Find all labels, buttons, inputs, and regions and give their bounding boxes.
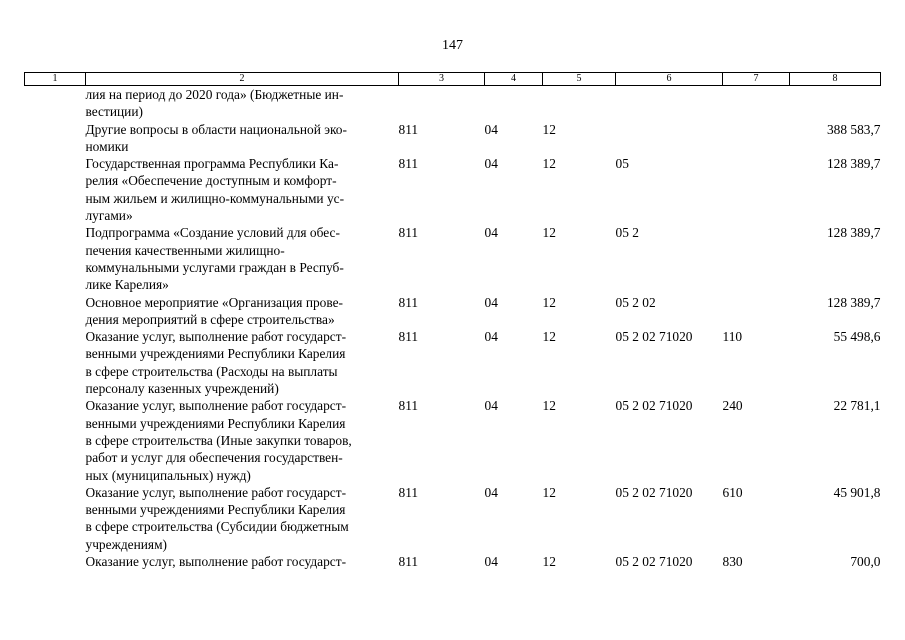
row-description: Оказание услуг, выполнение работ государст- венными учреждениями Республики Карелия в сфере строительства (Иные закупки товаров, работ и услуг для обеспечения государствен- ных (муниципальных) нужд) (85, 398, 352, 483)
row-amount: 700,0 (850, 554, 881, 570)
row-amount: 388 583,7 (826, 121, 881, 137)
row-subsection-code: 12 (542, 554, 556, 570)
row-target-article (616, 86, 723, 121)
row-description: лия на период до 2020 года» (Бюджетные ин- вестиции) (85, 87, 344, 120)
row-subsection-code: 12 (542, 156, 556, 172)
row-subsection-code: 12 (542, 121, 556, 137)
row-target-article: 05 2 02 (615, 294, 656, 310)
row-subsection-code: 12 (542, 484, 556, 500)
row-description: Оказание услуг, выполнение работ государст- (85, 554, 347, 570)
row-ministry-code: 811 (398, 294, 419, 310)
row-expense-type (723, 121, 790, 156)
column-header: 3 (399, 73, 485, 86)
table-row (25, 328, 881, 397)
row-expense-type: 110 (722, 329, 743, 345)
row-section-code: 04 (484, 398, 498, 414)
row-blank-cell (25, 328, 86, 397)
row-expense-type: 610 (722, 484, 743, 500)
row-description: Оказание услуг, выполнение работ государст- венными учреждениями Республики Карелия в сфере строительства (Расходы на выплаты персоналу казенных учреждений) (85, 329, 347, 397)
table-row (25, 155, 881, 224)
row-amount: 45 901,8 (833, 484, 881, 500)
row-section-code (485, 86, 543, 121)
row-section-code: 04 (484, 484, 498, 500)
row-ministry-code: 811 (398, 225, 419, 241)
row-target-article: 05 2 02 71020 (615, 484, 693, 500)
row-subsection-code: 12 (542, 329, 556, 345)
table-row (25, 553, 881, 570)
row-blank-cell (25, 484, 86, 553)
row-blank-cell (25, 155, 86, 224)
row-amount: 128 389,7 (826, 156, 881, 172)
row-description: Оказание услуг, выполнение работ государст- венными учреждениями Республики Карелия в сфере строительства (Субсидии бюджетным учреждениям) (85, 484, 349, 552)
row-subsection-code: 12 (542, 398, 556, 414)
row-expense-type (723, 294, 790, 329)
column-header: 4 (485, 73, 543, 86)
row-description: Государственная программа Республики Ка- релия «Обеспечение доступным и комфорт- ным жильем и жилищно-коммунальными ус- лугами» (85, 156, 345, 224)
row-expense-type (723, 224, 790, 293)
row-description: Другие вопросы в области национальной эко- номики (85, 121, 347, 154)
row-ministry-code: 811 (398, 398, 419, 414)
row-target-article: 05 2 (615, 225, 639, 241)
row-ministry-code: 811 (398, 121, 419, 137)
column-header: 2 (86, 73, 399, 86)
row-blank-cell (25, 294, 86, 329)
row-section-code: 04 (484, 156, 498, 172)
row-expense-type: 240 (722, 398, 743, 414)
table-row (25, 294, 881, 329)
row-blank-cell (25, 86, 86, 121)
row-ministry-code: 811 (398, 484, 419, 500)
row-subsection-code: 12 (542, 294, 556, 310)
page-number: 147 (442, 38, 463, 53)
row-subsection-code (543, 86, 616, 121)
row-amount: 128 389,7 (826, 225, 881, 241)
column-header: 8 (790, 73, 881, 86)
row-blank-cell (25, 224, 86, 293)
row-amount: 55 498,6 (833, 329, 881, 345)
column-number-row (25, 73, 881, 86)
column-header: 7 (723, 73, 790, 86)
row-blank-cell (25, 553, 86, 570)
row-target-article (616, 121, 723, 156)
budget-table (24, 72, 881, 570)
table-row (25, 484, 881, 553)
table-row (25, 397, 881, 483)
row-blank-cell (25, 397, 86, 483)
row-amount (790, 86, 881, 121)
row-section-code: 04 (484, 554, 498, 570)
column-header: 5 (543, 73, 616, 86)
row-section-code: 04 (484, 329, 498, 345)
row-ministry-code: 811 (398, 329, 419, 345)
row-expense-type (723, 155, 790, 224)
row-section-code: 04 (484, 121, 498, 137)
row-ministry-code (399, 86, 485, 121)
row-description: Подпрограмма «Создание условий для обес- печения качественными жилищно- коммунальными услугами граждан в Респуб- лике Карелия» (85, 225, 344, 293)
row-target-article: 05 2 02 71020 (615, 554, 693, 570)
table-row (25, 224, 881, 293)
table-body (25, 86, 881, 571)
row-ministry-code: 811 (398, 554, 419, 570)
row-blank-cell (25, 121, 86, 156)
row-expense-type (723, 86, 790, 121)
row-expense-type: 830 (722, 554, 743, 570)
column-header: 1 (25, 73, 86, 86)
row-subsection-code: 12 (542, 225, 556, 241)
row-section-code: 04 (484, 225, 498, 241)
table-row (25, 121, 881, 156)
column-header: 6 (616, 73, 723, 86)
row-description: Основное мероприятие «Организация прове- дения мероприятий в сфере строительства» (85, 294, 344, 327)
table-row (25, 86, 881, 121)
row-section-code: 04 (484, 294, 498, 310)
row-amount: 128 389,7 (826, 294, 881, 310)
row-target-article: 05 2 02 71020 (615, 398, 693, 414)
row-ministry-code: 811 (398, 156, 419, 172)
row-amount: 22 781,1 (833, 398, 881, 414)
row-target-article: 05 (615, 156, 629, 172)
row-target-article: 05 2 02 71020 (615, 329, 693, 345)
